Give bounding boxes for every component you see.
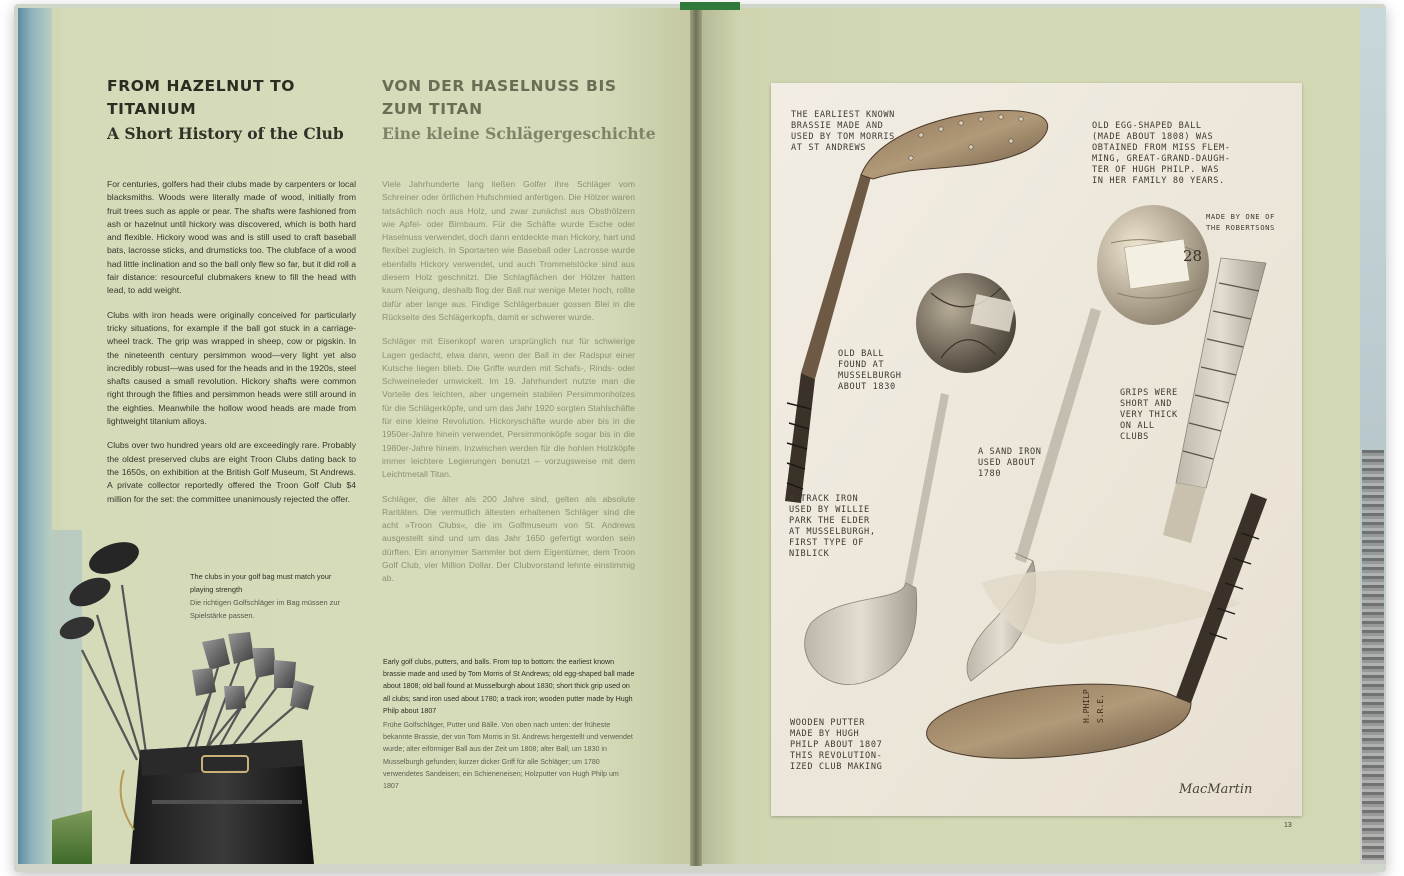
paragraph-de-2: Schläger mit Eisenkopf waren ursprünglich nur für schwierige Lagen gedacht, etwa dann, wenn der Ball in der Radspur einer Kutsche liegen blieb. Die Griffe wurden mit Schafs-, Rinds- oder Schweineleder umwickelt. Im 19. Jahrhundert nutzte man die Vorteile des leichten, aber ungemein stabilen Persimmonholzes für die Schlägerköpfe, und um das Jahr 1920 sorgten Stahlschäfte für eine kleine Revolution. Hickoryschäfte wurde aber bis in die 1950er-Jahre hinein verwendet, Persimmonköpfe sogar bis in die 1980er-Jahre hinein. Inzwischen werden für die hohlen Holzköpfe immer leichtere Legierungen benutzt – vorzugsweise mit dem Leichtmetall Titan. (382, 336, 635, 480)
figure-caption (383, 656, 635, 794)
heading-en (107, 75, 295, 121)
paragraph-de-1: Viele Jahrhunderte lang ließen Golfer ihre Schläger vom Schreiner oder örtlichen Hufschmied anfertigen. Die Hölzer waren tatsächlich noch aus Holz, und zwar zunächst aus Obsthölzern wie Apfel- oder Birnbaum. Für die Schäfte wurde Esche oder Haselnuss verwendet, doch dann entdeckte man Hickory, hart und flexibel zugleich. In Sportarten wie Baseball oder Lacrosse wurde ebenfalls Hickory verwendet, und auch Trommelstöcke sind aus diesem Holz geschnitzt. Die Schlagflächen der Hölzer hatten kaum Neigung, deshalb flog der Ball nur wenige Meter hoch, rollte dafür aber lange aus. Findige Schlägerbauer gossen Blei in die Rückseite des Schlägerkopfs, damit er schwerer wurde. (382, 179, 635, 322)
note-sand-iron: A SAND IRON USED ABOUT 1780 (978, 447, 1042, 479)
left-edge-photo-strip (18, 8, 52, 864)
paragraph-en-1: For centuries, golfers had their clubs made by carpenters or local blacksmiths. Woods were literally made of wood, initially from fruit trees such as apple or pear. The shafts were fashioned from ash or hazelnut until hickory was discovered, which is both hard and flexible. Hickory wood was and is still used to craft baseball bats, lacrosse sticks, and drumsticks too. The clubface of a wood had little inclination and so the ball only flew so far, but it did roll a fair distance: resourceful clubmakers knew to fill the head with lead, to add weight. (107, 179, 356, 296)
artist-signature: MacMartin (1179, 782, 1253, 797)
note-grips: GRIPS WERE SHORT AND VERY THICK ON ALL CLUBS (1120, 388, 1178, 442)
note-putter: WOODEN PUTTER MADE BY HUGH PHILP ABOUT 1807 THIS REVOLUTION- IZED CLUB MAKING (790, 718, 883, 772)
figure-caption-de: Frühe Golfschläger, Putter und Bälle. Von oben nach unten: der früheste bekannte Brassie, der von Tom Morris in St. Andrews hergestellt und verwendet wurde; alter eiförmiger Ball aus der Zeit um 1808; alter Ball, um 1830 in Musselburgh gefunden; kurzer dicker Griff für alle Schläger; um 1780 verwendetes Sandeisen; ein Schieneneisen; Holzputter von Hugh Philp um 1807 (383, 721, 633, 791)
next-page-photo-edge (1362, 450, 1384, 860)
note-track-iron: A TRACK IRON USED BY WILLIE PARK THE ELDER AT MUSSELBURGH, FIRST TYPE OF NIBLICK (789, 494, 876, 559)
paragraph-en-2: Clubs with iron heads were originally conceived for particularly tricky situations, for example if the ball got stuck in a carriage-wheel track. The grip was wrapped in sheep, cow or pigskin. In the nineteenth century persimmon wood—very light yet also incredibly robust—was used for the heads and in the 1920s, steel shafts caused a small revolution. Hickory shafts were common right through the fifties and persimmon heads were still around in the eighties. Meanwhile the hollow wood heads are made from lightweight titanium alloys. (107, 309, 356, 427)
subheading-en: A Short History of the Club (107, 124, 344, 143)
egg-shaped-ball (1097, 205, 1209, 325)
body-text-de (382, 178, 635, 597)
ball-marking: 28 (1183, 247, 1203, 265)
figure-caption-en: Early golf clubs, putters, and balls. From top to bottom: the earliest known brassie made and used by Tom Morris of St Andrews; old egg-shaped ball made about 1808; old ball found at Musselburgh about 1830; short thick grip used on all clubs; sand iron used about 1780; a track iron; wooden putter made by Hugh Philp about 1807 (383, 658, 635, 715)
heading-en-line2: TITANIUM (107, 100, 197, 118)
photo-caption-de: Die richtigen Golfschläger im Bag müssen zur Spielstärke passen. (190, 598, 340, 620)
paragraph-de-3: Schläger, die älter als 200 Jahre sind, gelten als absolute Raritäten. Die vermutlich ältesten erhaltenen Schläger sind die acht »Troon Clubs«, die im Golfmuseum von St. Andrews ausgestellt sind und um das Jahr 1650 gefertigt worden sein dürften. Ein anonymer Sammler bot dem Eigentümer, dem Troon Golf Club, vier Million Dollar. Der Clubvorstand lehnte einstimmig ab. (382, 493, 635, 584)
old-ball (916, 273, 1016, 373)
heading-de (382, 75, 617, 121)
heading-de-line1: VON DER HASELNUSS BIS (382, 77, 617, 95)
book-gutter (690, 6, 702, 866)
putter-stamp: H.PHILP (1082, 689, 1091, 723)
note-egg-ball: OLD EGG-SHAPED BALL (MADE ABOUT 1808) WAS OBTAINED FROM MISS FLEM- MING, GREAT-GRAND-DAUGH- TER OF HUGH PHILP. WAS IN HER FAMILY 80 YEARS. (1092, 121, 1231, 186)
putter-stamp-2: S.R.E. (1096, 694, 1105, 723)
photo-caption-en: The clubs in your golf bag must match your playing strength (190, 572, 332, 594)
subheading-de: Eine kleine Schlägergeschichte (382, 124, 656, 143)
note-old-ball: OLD BALL FOUND AT MUSSELBURGH ABOUT 1830 (838, 349, 902, 392)
heading-en-line1: FROM HAZELNUT TO (107, 77, 296, 95)
page-number: 13 (1284, 822, 1292, 829)
photo-caption (190, 570, 350, 622)
note-brassie: THE EARLIEST KNOWN BRASSIE MADE AND USED BY TOM MORRIS AT ST ANDREWS (791, 110, 895, 153)
body-text-en (107, 178, 356, 517)
note-robertsons: MADE BY ONE OF THE ROBERTSONS (1206, 212, 1275, 232)
bookmark-ribbon (680, 2, 740, 10)
paragraph-en-3: Clubs over two hundred years old are exceedingly rare. Probably the oldest preserved clubs are eight Troon Clubs dating back to the 1650s, on exhibition at the British Golf Museum, St Andrews. A private collector reportedly offered the Troon Golf Club $4 million for the set: the committee unanimously rejected the offer. (107, 440, 356, 504)
heading-de-line2: ZUM TITAN (382, 100, 483, 118)
